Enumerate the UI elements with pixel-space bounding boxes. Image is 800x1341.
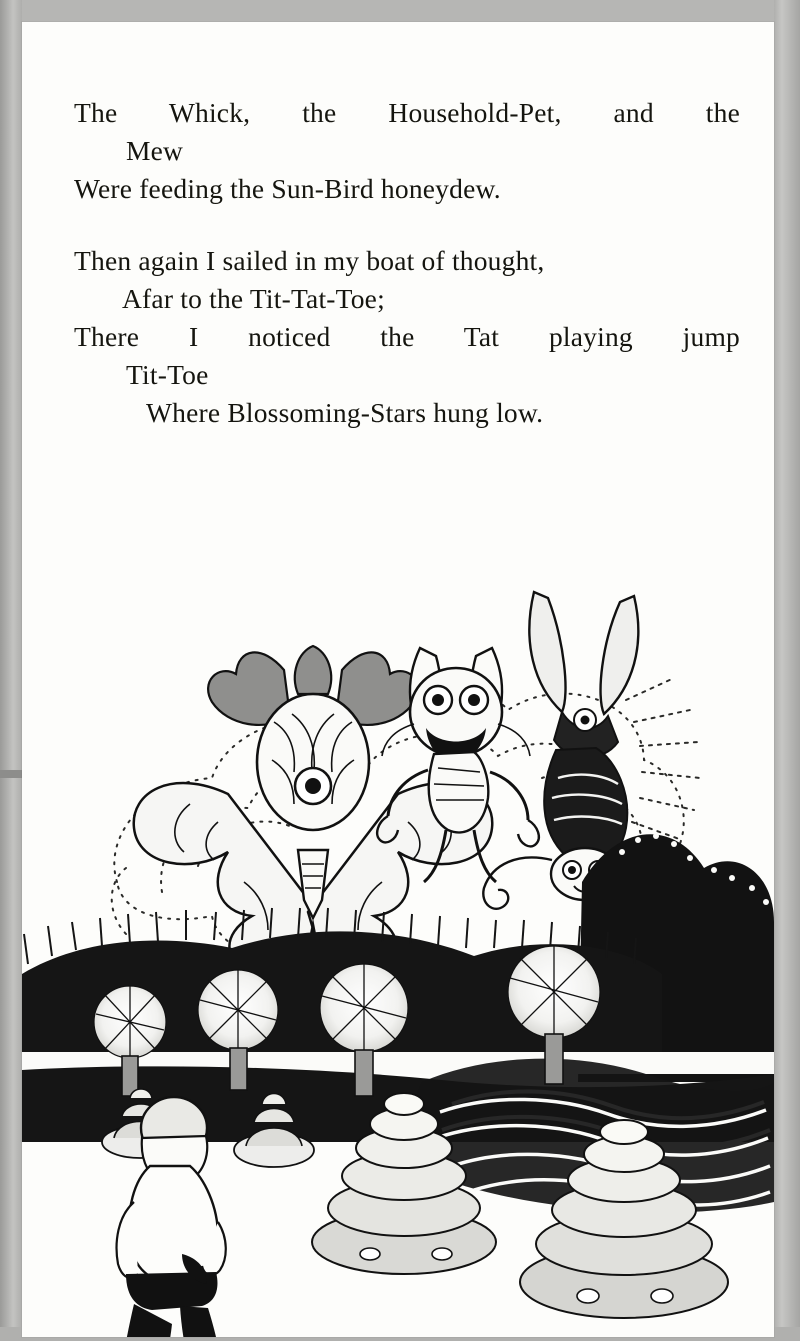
scan-gutter-left xyxy=(0,0,22,1341)
poem-text xyxy=(22,22,774,466)
scan-gutter-top xyxy=(0,0,800,22)
scan-gutter-right xyxy=(774,0,800,1341)
poem-line: Afar to the Tit-Tat-Toe; xyxy=(122,282,385,314)
poem-line: There I noticed the Tat playing jump xyxy=(74,320,740,352)
poem-line: Tit-Toe xyxy=(126,358,209,390)
page-surface xyxy=(22,22,774,1337)
scan-edge-notch xyxy=(0,770,22,778)
poem-stanza xyxy=(74,242,740,432)
illustration xyxy=(22,582,774,1337)
poem-line: Where Blossoming-Stars hung low. xyxy=(146,396,544,428)
poem-line: Then again I sailed in my boat of thought, xyxy=(74,244,545,276)
poem-line: The Whick, the Household-Pet, and the xyxy=(74,97,740,128)
poem-line: Were feeding the Sun-Bird honeydew. xyxy=(74,172,501,204)
poem-line: Mew xyxy=(126,134,184,166)
poem-stanza xyxy=(74,94,740,208)
